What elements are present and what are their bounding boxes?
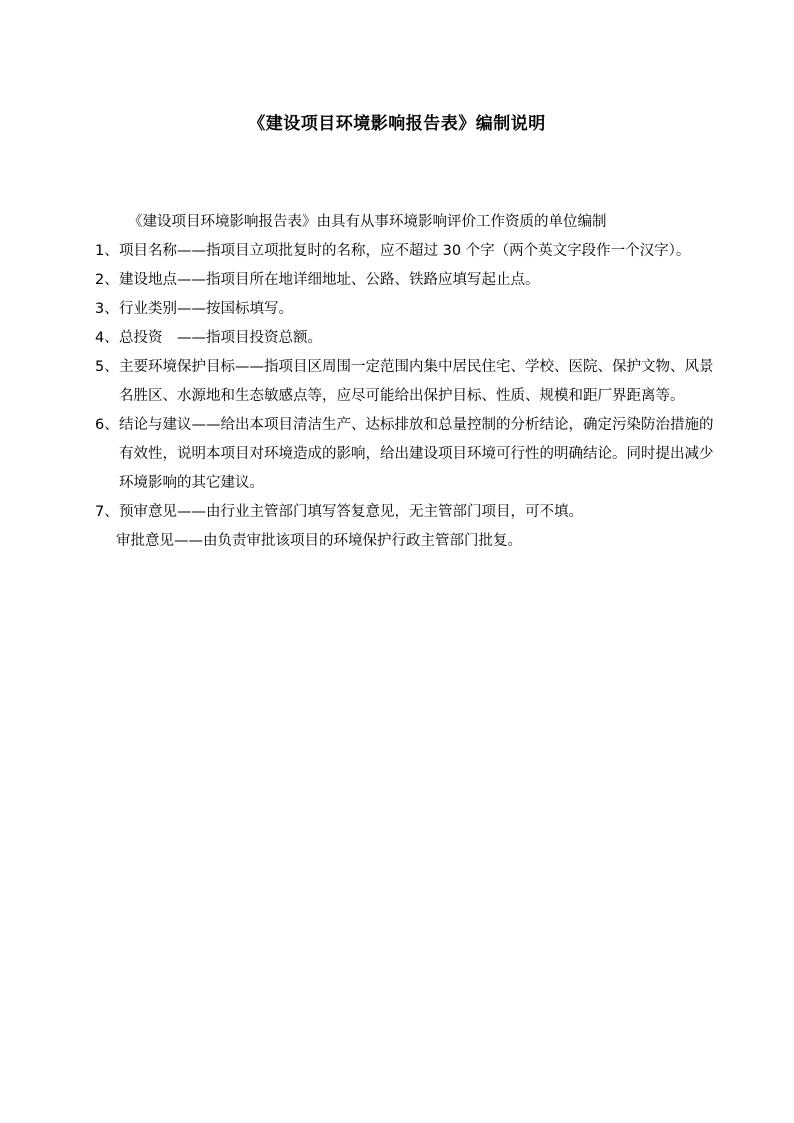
item-text: 预审意见——由行业主管部门填写答复意见，无主管部门项目，可不填。 [119, 504, 583, 520]
intro-paragraph: 《建设项目环境影响报告表》由具有从事环境影响评价工作资质的单位编制 [128, 214, 607, 230]
list-item-7 [95, 498, 725, 527]
item-number: 4、 [95, 330, 119, 346]
item-number: 3、 [95, 301, 119, 317]
item-number: 6、 [95, 417, 119, 433]
item-text: 主要环境保护目标——指项目区周围一定范围内集中居民住宅、学校、医院、保护文物、风景名胜区、水源地和生态敏感点等，应尽可能给出保护目标、性质、规模和距厂界距离等。 [119, 359, 714, 404]
approval-paragraph: 审批意见——由负责审批该项目的环境保护行政主管部门批复。 [116, 533, 522, 549]
item-text: 结论与建议——给出本项目清洁生产、达标排放和总量控制的分析结论，确定污染防治措施的有效性，说明本项目对环境造成的影响，给出建设项目环境可行性的明确结论。同时提出减少环境影响的其它建议。 [119, 417, 714, 491]
document-body [95, 208, 725, 556]
item-number: 7、 [95, 504, 119, 520]
list-item-5 [95, 353, 725, 411]
item-number: 5、 [95, 359, 119, 375]
item-text: 项目名称——指项目立项批复时的名称，应不超过 30 个字（两个英文字段作一个汉字）。 [119, 243, 691, 259]
item-number: 1、 [95, 243, 119, 259]
list-item-4 [95, 324, 725, 353]
list-item-3 [95, 295, 725, 324]
list-item-2 [95, 266, 725, 295]
item-number: 2、 [95, 272, 119, 288]
item-text: 总投资 ——指项目投资总额。 [119, 330, 322, 346]
list-item-1 [95, 237, 725, 266]
item-text: 行业类别——按国标填写。 [119, 301, 293, 317]
list-item-6 [95, 411, 725, 498]
document-title: 《建设项目环境影响报告表》编制说明 [248, 114, 546, 134]
item-text: 建设地点——指项目所在地详细地址、公路、铁路应填写起止点。 [119, 272, 540, 288]
